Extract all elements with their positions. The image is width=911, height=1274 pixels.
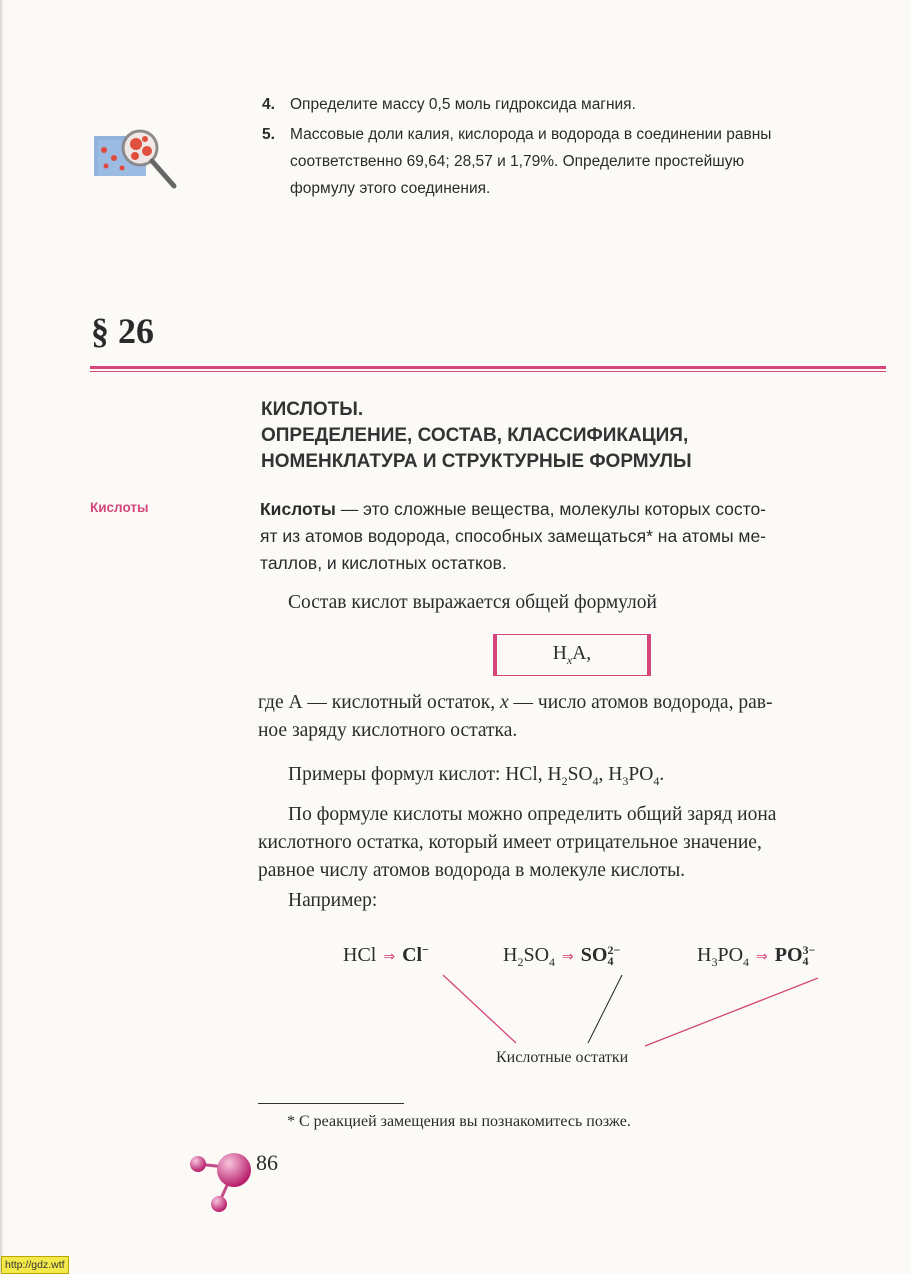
footnote-rule — [258, 1103, 404, 1104]
for-example: Например: — [288, 890, 378, 911]
definition-text: — это сложные вещества, молекулы которых состо- — [335, 499, 767, 519]
scheme-hcl: HCl ⇒ Cl− — [343, 942, 429, 966]
definition-text: таллов, и кислотных остатков. — [260, 553, 507, 573]
formula-rest: A, — [572, 643, 592, 664]
arrow-icon: ⇒ — [756, 949, 768, 965]
where-paragraph: где А — кислотный остаток, x — число атомов водорода, рав- ное заряду кислотного остатка. — [258, 692, 773, 741]
arrow-icon: ⇒ — [383, 949, 396, 965]
task-number: 5. — [262, 126, 275, 143]
scheme-h2so4: $H_2SO_4$ ⇒ SO2− 4 — [503, 943, 621, 969]
footnote: * С реакцией замещения вы познакомитесь позже. — [287, 1113, 631, 1130]
page-number: 86 — [256, 1150, 278, 1175]
definition-term: Кислоты — [260, 499, 336, 519]
title-line: ОПРЕДЕЛЕНИЕ, СОСТАВ, КЛАССИФИКАЦИЯ, — [261, 425, 689, 446]
title-line: КИСЛОТЫ. — [261, 399, 364, 420]
ion-cl: Cl− — [402, 942, 429, 966]
ion-po4: PO3− 4 — [774, 943, 816, 968]
margin-label: Кислоты — [90, 500, 149, 515]
ion-so4: SO2− 4 — [580, 943, 621, 968]
scheme-caption: Кислотные остатки — [496, 1049, 629, 1066]
task-text-line: соответственно 69,64; 28,57 и 1,79%. Определите простейшую — [290, 153, 745, 170]
task-number: 4. — [262, 96, 275, 113]
watermark-link[interactable]: http://gdz.wtf — [1, 1256, 69, 1274]
formula-base: H — [552, 643, 567, 664]
examples-paragraph: Примеры формул кислот: HCl, $H_2SO_4$, $H_3PO_4$. — [288, 764, 665, 788]
task-text-line: формулу этого соединения. — [290, 180, 491, 197]
variable-x: x — [500, 692, 509, 713]
charge-paragraph: По формуле кислоты можно определить общий заряд иона кислотного остатка, который имеет отрицательное значение, равное числу атомов водорода в молекуле кислоты. — [258, 804, 777, 881]
arrow-icon: ⇒ — [562, 949, 574, 965]
formula-index: x — [566, 652, 573, 667]
section-number: § 26 — [91, 311, 154, 351]
scheme-h3po4: $H_3PO_4$ ⇒ PO3− 4 — [697, 943, 816, 969]
molecule-decoration-icon — [184, 1148, 254, 1220]
title-line: НОМЕНКЛАТУРА И СТРУКТУРНЫЕ ФОРМУЛЫ — [261, 451, 692, 472]
task-text: Определите массу 0,5 моль гидроксида магния. — [290, 96, 636, 113]
formula-intro: Состав кислот выражается общей формулой — [288, 592, 657, 613]
task-text-line: Массовые доли калия, кислорода и водорода в соединении равны — [290, 126, 772, 143]
definition-text: ят из атомов водорода, способных замещаться* на атомы ме- — [260, 526, 767, 546]
